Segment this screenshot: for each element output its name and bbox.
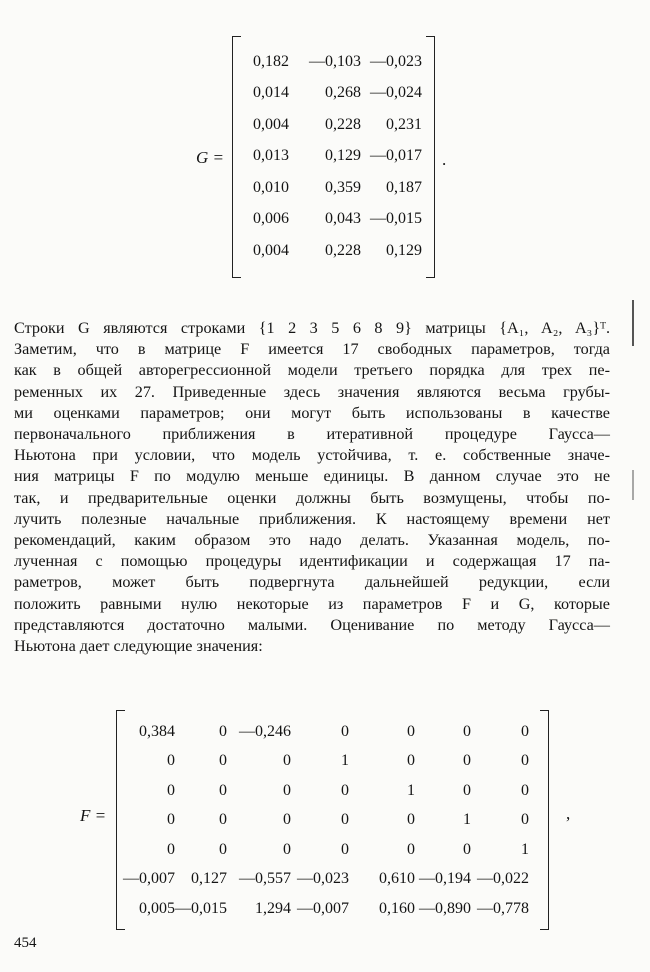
matrix-g-period: .: [442, 150, 447, 169]
matrix-cell: 0: [463, 781, 471, 799]
matrix-cell: 0: [219, 722, 227, 740]
matrix-cell: 0,127: [191, 870, 227, 888]
matrix-cell: —0,103: [309, 52, 361, 70]
matrix-row: [120, 806, 529, 836]
text-line: раметров, может быть подвергнута дальнейшей редукции, если: [14, 573, 610, 592]
matrix-cell: 1,294: [255, 899, 291, 917]
matrix-cell: 0: [341, 840, 349, 858]
matrix-cell: 1: [521, 840, 529, 858]
matrix-cell: 0: [219, 840, 227, 858]
matrix-cell: 0,004: [253, 241, 289, 259]
matrix-row: [120, 894, 529, 924]
matrix-cell: 0: [219, 752, 227, 770]
matrix-cell: 0: [407, 722, 415, 740]
matrix-cell: 0: [167, 781, 175, 799]
matrix-cell: 0,187: [386, 178, 422, 196]
matrix-cell: —0,023: [370, 52, 422, 70]
matrix-cell: 0: [463, 752, 471, 770]
matrix-cell: 0: [463, 722, 471, 740]
matrix-cell: —0,246: [239, 722, 291, 740]
matrix-row: [244, 235, 422, 267]
matrix-cell: —0,022: [477, 870, 529, 888]
text-line: рекомендаций, каким образом это надо делать. Указанная модель, по-: [14, 531, 610, 550]
matrix-f-comma: ,: [566, 804, 571, 823]
matrix-g-right-bracket: [426, 36, 435, 278]
matrix-cell: —0,194: [419, 870, 471, 888]
text-line: как в общей авторегрессионной модели третьего порядка для трех пе-: [14, 361, 610, 380]
matrix-f: [120, 717, 529, 924]
matrix-cell: 0,043: [325, 210, 361, 228]
matrix-cell: 0: [341, 722, 349, 740]
matrix-row: [120, 747, 529, 777]
matrix-f-label: F =: [80, 806, 107, 825]
text-line: Заметим, что в матрице F имеется 17 свободных параметров, тогда: [14, 340, 610, 359]
matrix-cell: —0,015: [175, 899, 227, 917]
matrix-cell: 0: [463, 840, 471, 858]
matrix-cell: 0,160: [379, 899, 415, 917]
matrix-cell: 0: [521, 722, 529, 740]
text-line: лученная с помощью процедуры идентификации и содержащая 17 па-: [14, 552, 610, 571]
matrix-cell: 0,610: [379, 870, 415, 888]
matrix-cell: 0,010: [253, 178, 289, 196]
matrix-cell: —0,007: [297, 899, 349, 917]
scan-edge-mark: [632, 470, 634, 500]
matrix-cell: 0,228: [325, 241, 361, 259]
matrix-cell: —0,778: [477, 899, 529, 917]
matrix-cell: 0,268: [325, 84, 361, 102]
page-number: 454: [14, 935, 37, 951]
matrix-g-label: G =: [196, 148, 224, 167]
matrix-cell: 0: [167, 752, 175, 770]
text-line: Ньютона дает следующие значения:: [14, 637, 263, 656]
matrix-cell: 0: [407, 840, 415, 858]
text-line: лучить полезные начальные приближения. К настоящему времени нет: [14, 509, 610, 528]
matrix-cell: 0: [407, 752, 415, 770]
matrix-g-left-bracket: [232, 36, 241, 278]
text-line: ми оценками параметров; они могут быть использованы в качестве: [14, 403, 610, 422]
matrix-cell: 0: [167, 811, 175, 829]
matrix-cell: 0: [283, 840, 291, 858]
matrix-cell: —0,024: [370, 84, 422, 102]
matrix-cell: 0,129: [325, 147, 361, 165]
text-line: первоначального приближения в итеративной процедуре Гаусса—: [14, 425, 610, 444]
matrix-cell: 0,182: [253, 52, 289, 70]
matrix-cell: 0: [283, 811, 291, 829]
matrix-cell: —0,890: [419, 899, 471, 917]
text-line: ния матрицы F по модулю меньше единицы. В данном случае это не: [14, 467, 610, 486]
text-line: положить равными нулю некоторые из параметров F и G, которые: [14, 594, 610, 613]
matrix-cell: 0,129: [386, 241, 422, 259]
text-line: так, и предварительные оценки должны быть возмущены, чтобы по-: [14, 488, 610, 507]
matrix-cell: 0: [283, 781, 291, 799]
matrix-row: [244, 109, 422, 141]
matrix-cell: 0: [521, 811, 529, 829]
matrix-cell: 0: [341, 781, 349, 799]
matrix-row: [244, 172, 422, 204]
matrix-cell: 0,231: [386, 115, 422, 133]
text-line: Ньютона при условии, что модель устойчива, т. е. собственные значе-: [14, 446, 610, 465]
matrix-cell: 0,006: [253, 210, 289, 228]
text-line: Строки G являются строками {1 2 3 5 6 8 9} матрицы {A₁, A₂, A₃}ᵀ.: [14, 319, 610, 337]
matrix-cell: 0: [521, 752, 529, 770]
matrix-row: [244, 141, 422, 173]
matrix-cell: 0,384: [139, 722, 175, 740]
matrix-cell: 0: [521, 781, 529, 799]
matrix-row: [244, 46, 422, 78]
matrix-cell: —0,023: [297, 870, 349, 888]
matrix-g: [244, 46, 422, 267]
matrix-cell: 1: [407, 781, 415, 799]
matrix-row: [120, 835, 529, 865]
matrix-cell: 1: [341, 752, 349, 770]
scan-edge-mark: [632, 300, 634, 346]
matrix-cell: 0,014: [253, 84, 289, 102]
matrix-cell: 0: [407, 811, 415, 829]
matrix-cell: 0: [219, 781, 227, 799]
matrix-f-right-bracket: [540, 710, 549, 930]
body-paragraph: [14, 318, 610, 657]
matrix-cell: —0,557: [239, 870, 291, 888]
matrix-cell: 0,004: [253, 115, 289, 133]
matrix-cell: 0: [167, 840, 175, 858]
matrix-cell: 0,228: [325, 115, 361, 133]
matrix-row: [244, 78, 422, 110]
matrix-cell: 0: [283, 752, 291, 770]
matrix-cell: —0,007: [123, 870, 175, 888]
text-line: ременных их 27. Приведенные здесь значения являются весьма грубы-: [14, 382, 610, 401]
text-line: представляются достаточно малыми. Оценивание по методу Гаусса—: [14, 615, 610, 634]
matrix-row: [120, 865, 529, 895]
matrix-cell: —0,017: [370, 147, 422, 165]
matrix-row: [120, 717, 529, 747]
matrix-row: [244, 204, 422, 236]
matrix-cell: 1: [463, 811, 471, 829]
matrix-cell: 0: [341, 811, 349, 829]
matrix-cell: 0,005: [139, 899, 175, 917]
matrix-cell: 0,013: [253, 147, 289, 165]
matrix-row: [120, 776, 529, 806]
matrix-cell: —0,015: [370, 210, 422, 228]
matrix-cell: 0,359: [325, 178, 361, 196]
matrix-cell: 0: [219, 811, 227, 829]
